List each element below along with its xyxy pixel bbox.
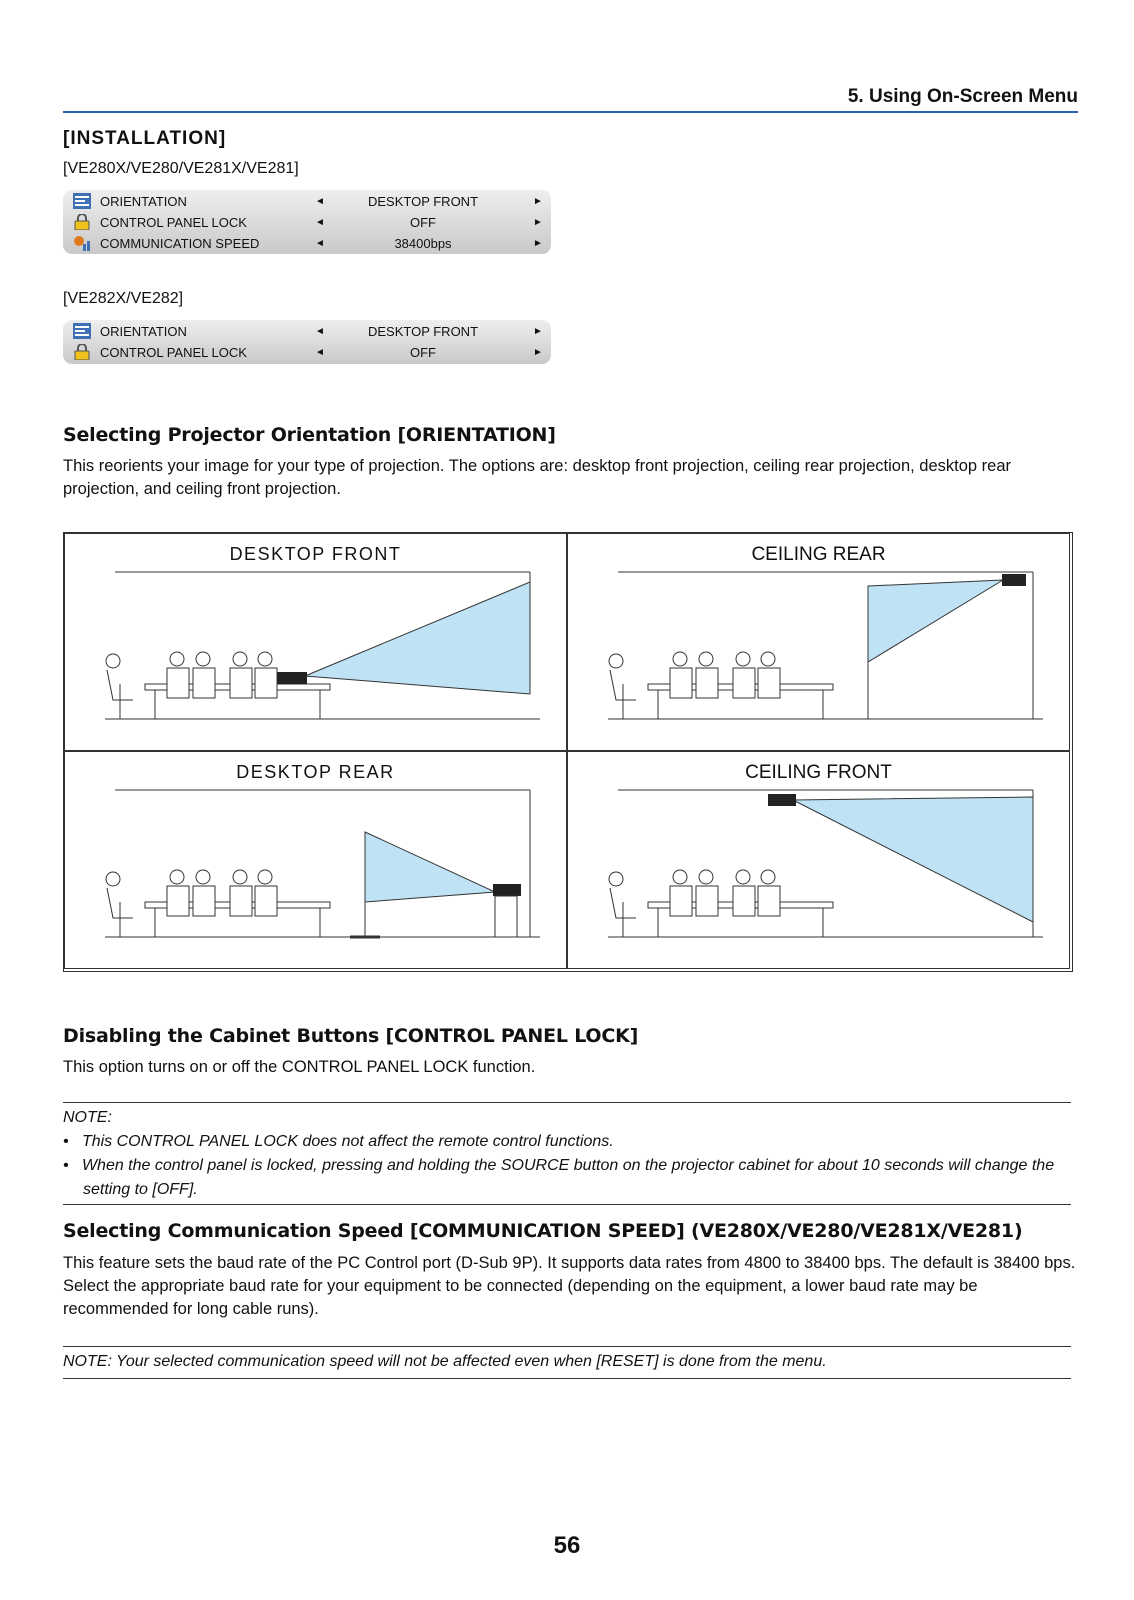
arrow-right-icon[interactable]: ► — [533, 217, 543, 228]
lock-heading: Disabling the Cabinet Buttons [CONTROL PANEL LOCK] — [63, 1025, 639, 1047]
cell-desktop-front — [64, 533, 567, 751]
desktop-rear-illustration — [65, 752, 568, 970]
note-rule-top — [63, 1102, 1071, 1103]
speed-body: This feature sets the baud rate of the PC Control port (D-Sub 9P). It supports data rates from 4800 to 38400 bps. The default is 38400 bps. Select the appropriate baud rate for your equipment to be connected (depending on the equipment, a lower baud rate may be recommended for long cable runs). — [63, 1254, 1076, 1318]
menu-value: 38400bps — [394, 236, 452, 251]
cell-title: CEILING REAR — [751, 544, 886, 565]
arrow-left-icon[interactable]: ◄ — [315, 326, 325, 337]
speed-note-rule-top — [63, 1346, 1071, 1347]
arrow-left-icon[interactable]: ◄ — [315, 217, 325, 228]
speed-note-rule-bottom — [63, 1378, 1071, 1379]
menu-label: ORIENTATION — [100, 324, 187, 339]
ceiling-front-illustration — [568, 752, 1071, 970]
lock-body: This option turns on or off the CONTROL PANEL LOCK function. — [63, 1058, 536, 1076]
menu-label: CONTROL PANEL LOCK — [100, 345, 247, 360]
desktop-front-illustration — [65, 534, 568, 752]
page-number: 56 — [553, 1532, 581, 1559]
orientation-body: This reorients your image for your type of projection. The options are: desktop front projection, ceiling rear projection, desktop rear projection, and ceiling front projection. — [63, 457, 1012, 498]
installation-heading: [INSTALLATION] — [63, 128, 227, 149]
menu-value: OFF — [410, 345, 436, 360]
cell-desktop-rear — [64, 751, 567, 969]
speed-heading: Selecting Communication Speed [COMMUNICATION SPEED] (VE280X/VE280/VE281X/VE281) — [63, 1220, 1023, 1242]
menu-panel-b — [63, 320, 551, 364]
orientation-icon — [73, 193, 91, 209]
arrow-right-icon[interactable]: ► — [533, 196, 543, 207]
arrow-left-icon[interactable]: ◄ — [315, 347, 325, 358]
menu-row-control-panel-lock[interactable] — [63, 342, 551, 363]
note-item: • This CONTROL PANEL LOCK does not affect the remote control functions. — [63, 1133, 614, 1150]
menu-label: ORIENTATION — [100, 194, 187, 209]
menu-value: DESKTOP FRONT — [367, 324, 479, 339]
cell-title: DESKTOP REAR — [236, 762, 395, 782]
arrow-right-icon[interactable]: ► — [533, 347, 543, 358]
model-label-a: [VE280X/VE280/VE281X/VE281] — [63, 160, 299, 177]
menu-label: COMMUNICATION SPEED — [100, 236, 260, 251]
menu-value: DESKTOP FRONT — [367, 194, 479, 209]
menu-value: OFF — [410, 215, 436, 230]
orientation-figure — [63, 532, 1073, 972]
arrow-right-icon[interactable]: ► — [533, 326, 543, 337]
note-rule-bottom — [63, 1204, 1071, 1205]
cell-ceiling-front — [567, 751, 1070, 969]
menu-label: CONTROL PANEL LOCK — [100, 215, 247, 230]
lock-note — [63, 1106, 1073, 1202]
arrow-left-icon[interactable]: ◄ — [315, 238, 325, 249]
menu-row-orientation[interactable] — [63, 321, 551, 342]
lock-icon — [73, 214, 91, 230]
speed-note: NOTE: Your selected communication speed will not be affected even when [RESET] is done from the menu. — [63, 1353, 827, 1370]
arrow-right-icon[interactable]: ► — [533, 238, 543, 249]
arrow-left-icon[interactable]: ◄ — [315, 196, 325, 207]
cell-title: CEILING FRONT — [745, 762, 892, 783]
menu-row-orientation[interactable] — [63, 191, 551, 212]
cell-ceiling-rear — [567, 533, 1070, 751]
cell-title: DESKTOP FRONT — [229, 544, 402, 564]
model-label-b: [VE282X/VE282] — [63, 290, 184, 307]
orientation-icon — [73, 323, 91, 339]
menu-panel-a — [63, 190, 551, 254]
lock-icon — [73, 344, 91, 360]
note-item: • When the control panel is locked, pressing and holding the SOURCE button on the projector cabinet for about 10 seconds will change the setting to [OFF]. — [63, 1157, 1055, 1198]
header-rule — [63, 111, 1078, 113]
communication-icon — [73, 235, 91, 251]
chapter-title: 5. Using On-Screen Menu — [847, 86, 1078, 107]
note-title: NOTE: — [63, 1109, 112, 1126]
orientation-heading: Selecting Projector Orientation [ORIENTATION] — [63, 424, 556, 446]
menu-row-control-panel-lock[interactable] — [63, 212, 551, 233]
menu-row-communication-speed[interactable] — [63, 233, 551, 254]
ceiling-rear-illustration — [568, 534, 1071, 752]
